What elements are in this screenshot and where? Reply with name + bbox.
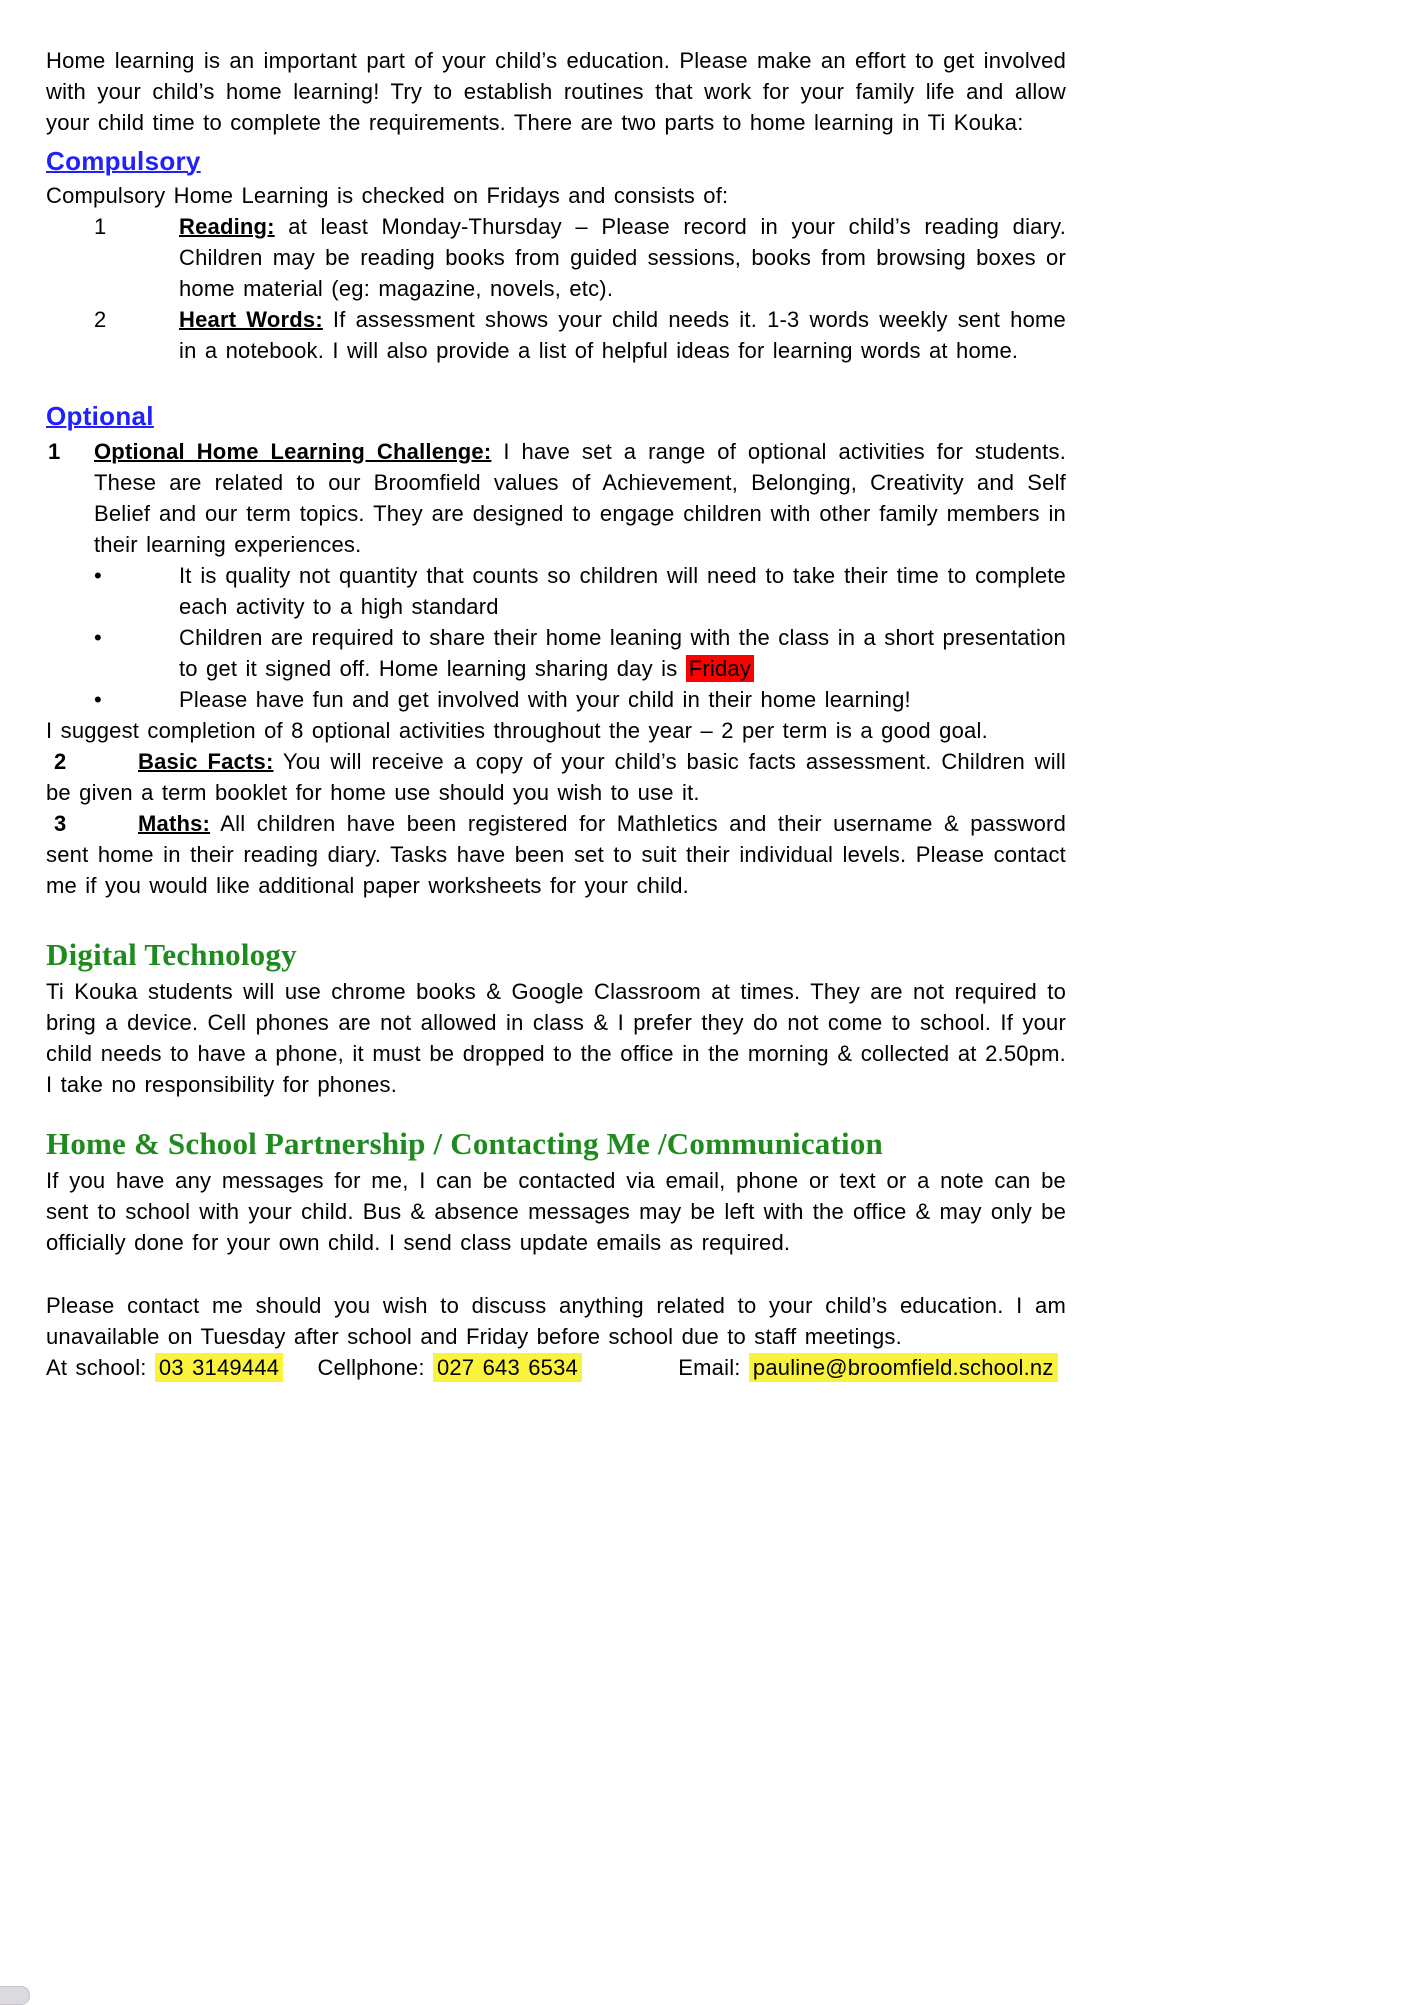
challenge-label: Optional Home Learning Challenge: xyxy=(94,439,492,464)
school-phone-value: 03 3149444 xyxy=(155,1353,283,1382)
list-item-basic-facts xyxy=(46,746,1066,808)
email-label: Email: xyxy=(678,1355,741,1380)
bullet-icon: • xyxy=(94,563,102,588)
school-phone-label: At school: xyxy=(46,1355,147,1380)
list-number: 3 xyxy=(54,811,67,836)
list-number: 1 xyxy=(48,439,61,464)
contact-note-paragraph: Please contact me should you wish to discuss anything related to your child’s education. I am unavailable on Tuesday after school and Friday before school due to staff meetings. xyxy=(46,1293,1066,1349)
bullet-sharing-text: Children are required to share their home leaning with the class in a short presentation to get it signed off. Home learning sharing day is xyxy=(179,625,1066,681)
bullet-icon: • xyxy=(94,625,102,650)
basic-facts-label: Basic Facts: xyxy=(138,749,274,774)
bullet-quality xyxy=(46,560,1066,622)
cellphone-value: 027 643 6534 xyxy=(433,1353,582,1382)
friday-highlight: Friday xyxy=(686,655,754,682)
contact-line xyxy=(46,1352,1336,1383)
heart-words-label: Heart Words: xyxy=(179,307,323,332)
list-item-maths xyxy=(46,808,1066,901)
partnership-paragraph: If you have any messages for me, I can be contacted via email, phone or text or a note can be sent to school with your child. Bus & absence messages may be left with the office & may only be officially done for your own child. I send class update emails as required. xyxy=(46,1168,1066,1255)
basic-facts-text: You will receive a copy of your child’s basic facts assessment. Children will be given a term booklet for home use should you wish to use it. xyxy=(46,749,1066,805)
heart-words-text: If assessment shows your child needs it. 1-3 words weekly sent home in a notebook. I will also provide a list of helpful ideas for learning words at home. xyxy=(179,307,1066,363)
reading-text: at least Monday-Thursday – Please record in your child’s reading diary. Children may be reading books from guided sessions, books from browsing boxes or home material (eg: magazine, novels, etc). xyxy=(179,214,1067,301)
list-number: 2 xyxy=(94,307,107,332)
bullet-sharing xyxy=(46,622,1066,684)
compulsory-intro: Compulsory Home Learning is checked on Fridays and consists of: xyxy=(46,183,729,208)
maths-label: Maths: xyxy=(138,811,211,836)
bullet-fun xyxy=(46,684,1066,715)
suggest-paragraph: I suggest completion of 8 optional activities throughout the year – 2 per term is a good goal. xyxy=(46,718,988,743)
document-page xyxy=(46,45,1066,1383)
bullet-quality-text: It is quality not quantity that counts so children will need to take their time to complete each activity to a high standard xyxy=(179,563,1066,619)
list-number: 1 xyxy=(94,214,107,239)
bullet-icon: • xyxy=(94,687,102,712)
list-item-challenge xyxy=(46,436,1066,560)
list-number: 2 xyxy=(54,749,67,774)
reading-label: Reading: xyxy=(179,214,275,239)
bullet-fun-text: Please have fun and get involved with your child in their home learning! xyxy=(179,687,911,712)
intro-paragraph: Home learning is an important part of your child’s education. Please make an effort to get involved with your child’s home learning! Try to establish routines that work for your family life and allow your child time to complete the requirements. There are two parts to home learning in Ti Kouka: xyxy=(46,48,1066,135)
digital-technology-heading: Digital Technology xyxy=(46,937,297,972)
bottom-left-tab xyxy=(0,1986,30,2005)
challenge-text: I have set a range of optional activities for students. These are related to our Broomfield values of Achievement, Belonging, Creativity and Self Belief and our term topics. They are designed to engage children with other family members in their learning experiences. xyxy=(94,439,1067,557)
list-item-heart-words xyxy=(46,304,1066,366)
email-value: pauline@broomfield.school.nz xyxy=(749,1353,1058,1382)
list-item-reading xyxy=(46,211,1066,304)
maths-text: All children have been registered for Mathletics and their username & password sent home in their reading diary. Tasks have been set to suit their individual levels. Please contact me if you would like additional paper worksheets for your child. xyxy=(46,811,1066,898)
cellphone-label: Cellphone: xyxy=(317,1355,425,1380)
partnership-heading: Home & School Partnership / Contacting Me /Communication xyxy=(46,1126,883,1161)
digital-technology-paragraph: Ti Kouka students will use chrome books & Google Classroom at times. They are not required to bring a device. Cell phones are not allowed in class & I prefer they do not come to school. If your child needs to have a phone, it must be dropped to the office in the morning & collected at 2.50pm. I take no responsibility for phones. xyxy=(46,979,1066,1097)
compulsory-heading: Compulsory xyxy=(46,146,201,176)
optional-heading: Optional xyxy=(46,401,154,431)
